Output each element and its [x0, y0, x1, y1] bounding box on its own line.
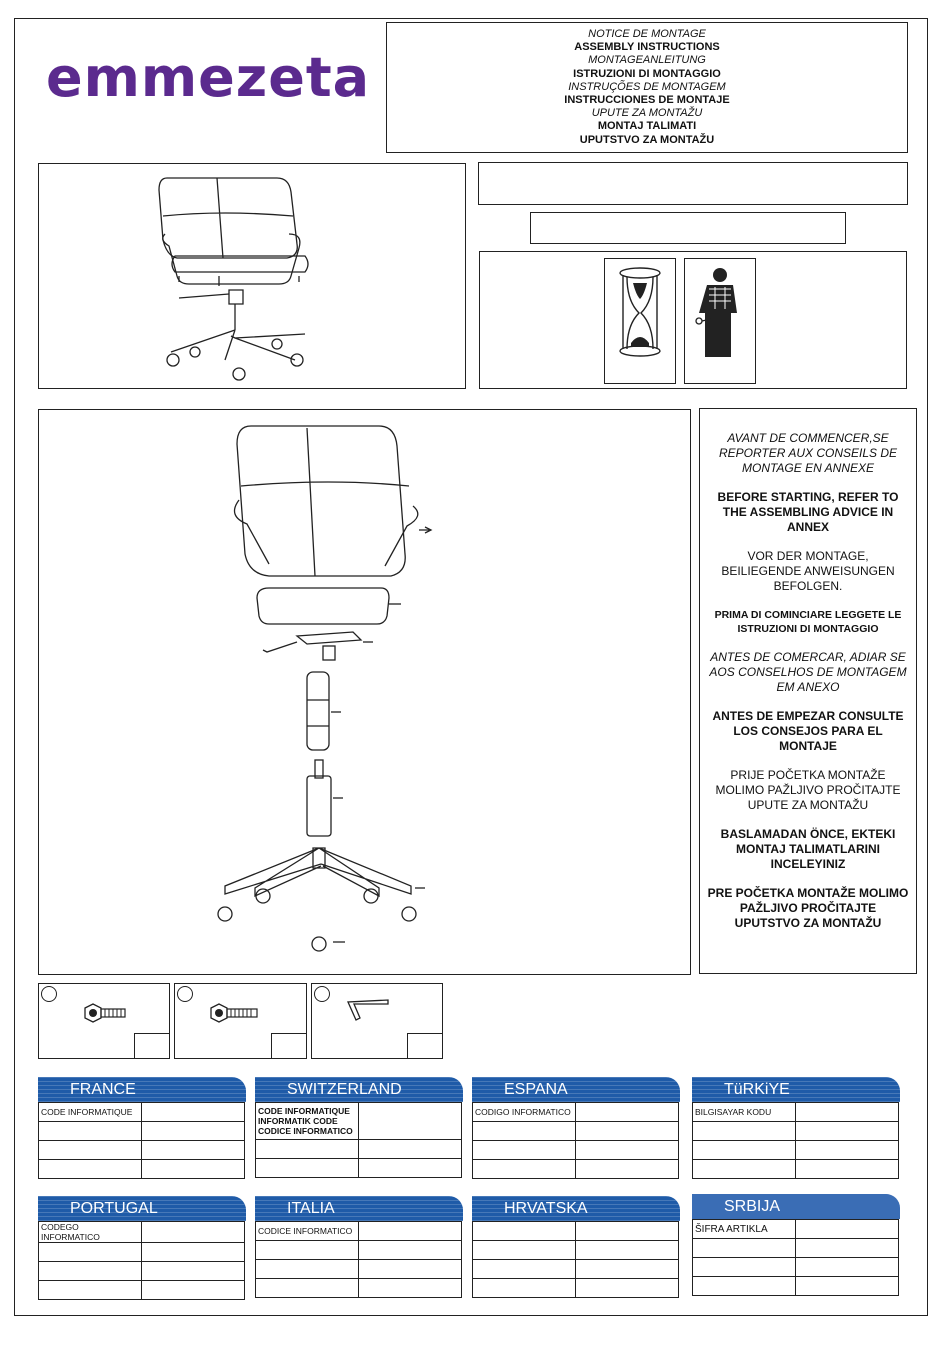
product-code-field [530, 212, 846, 244]
code-label: ŠIFRA ARTIKLA [693, 1220, 796, 1239]
country-header: HRVATSKA [472, 1196, 680, 1221]
quantity-box [134, 1033, 170, 1059]
hardware-bolt-a [38, 983, 170, 1059]
code-label [473, 1222, 576, 1241]
country-table-italia [255, 1196, 463, 1298]
brand-logo: emmezeta [46, 46, 371, 109]
quantity-box [271, 1033, 307, 1059]
exploded-view-box [38, 409, 691, 975]
notice-line: UPUTSTVO ZA MONTAŽU [579, 133, 715, 146]
product-image-box [38, 163, 466, 389]
country-table-turkiye [692, 1077, 900, 1179]
country-header: SRBIJA [692, 1194, 900, 1219]
notice-line: MONTAJ TALIMATI [597, 120, 697, 133]
notice-line: ASSEMBLY INSTRUCTIONS [574, 41, 720, 54]
code-label: CODEGO INFORMATICO [39, 1222, 142, 1243]
instructions-column [699, 408, 917, 974]
warning-hr: PRIJE POČETKA MONTAŽE MOLIMO PAŽLJIVO PROČITAJTE UPUTE ZA MONTAŽU [715, 768, 901, 812]
warning-es: ANTES DE EMPEZAR CONSULTE LOS CONSEJOS PARA EL MONTAJE [712, 709, 904, 753]
code-label: CODE INFORMATIQUE INFORMATIK CODE CODICE INFORMATICO [256, 1103, 359, 1140]
country-header: ITALIA [255, 1196, 463, 1221]
notice-line: INSTRUCCIONES DE MONTAJE [564, 94, 730, 107]
country-table-portugal [38, 1196, 246, 1300]
notice-line: ISTRUZIONI DI MONTAGGIO [573, 67, 721, 80]
warning-en: BEFORE STARTING, REFER TO THE ASSEMBLING ADVICE IN ANNEX [717, 490, 899, 534]
country-table-switzerland [255, 1077, 463, 1178]
exploded-chair-diagram [39, 410, 690, 974]
office-chair-illustration [39, 164, 465, 388]
hardware-bolt-b [174, 983, 307, 1059]
notice-line: UPUTE ZA MONTAŽU [591, 107, 703, 120]
country-table-france [38, 1077, 246, 1179]
assembly-icons-box [479, 251, 907, 389]
quantity-box [407, 1033, 443, 1059]
code-label: CODIGO INFORMATICO [473, 1103, 576, 1122]
country-header: TüRKiYE [692, 1077, 900, 1102]
country-table-espana [472, 1077, 680, 1179]
warning-pt: ANTES DE COMERCAR, ADIAR SE AOS CONSELHOS DE MONTAGEM EM ANEXO [709, 650, 907, 694]
product-name-field [478, 162, 908, 205]
country-header: ESPANA [472, 1077, 680, 1102]
country-header: SWITZERLAND [255, 1077, 463, 1102]
country-header: FRANCE [38, 1077, 246, 1102]
hourglass-icon [604, 258, 676, 384]
code-label: CODICE INFORMATICO [256, 1222, 359, 1241]
notice-line: NOTICE DE MONTAGE [588, 28, 706, 40]
code-label: BILGISAYAR KODU [693, 1103, 796, 1122]
assembler-person-icon [684, 258, 756, 384]
warning-it: PRIMA DI COMINCIARE LEGGETE LE ISTRUZIONI DI MONTAGGIO [714, 609, 902, 635]
country-header: PORTUGAL [38, 1196, 246, 1221]
country-table-hrvatska [472, 1196, 680, 1298]
country-table-srbija [692, 1194, 900, 1296]
code-label: CODE INFORMATIQUE [39, 1103, 142, 1122]
hardware-allen-key [311, 983, 443, 1059]
notice-line: INSTRUÇÕES DE MONTAGEM [568, 80, 726, 93]
warning-rs: PRE POČETKA MONTAŽE MOLIMO PAŽLJIVO PROČITAJTE UPUTSTVO ZA MONTAŽU [707, 886, 909, 930]
warning-de: VOR DER MONTAGE, BEILIEGENDE ANWEISUNGEN BEFOLGEN. [721, 549, 895, 593]
warning-fr: AVANT DE COMMENCER,SE REPORTER AUX CONSEILS DE MONTAGE EN ANNEXE [718, 431, 898, 475]
warning-tr: BASLAMADAN ÖNCE, EKTEKI MONTAJ TALIMATLARINI INCELEYINIZ [720, 827, 896, 871]
notice-line: MONTAGEANLEITUNG [588, 54, 706, 67]
notice-box [386, 22, 908, 153]
